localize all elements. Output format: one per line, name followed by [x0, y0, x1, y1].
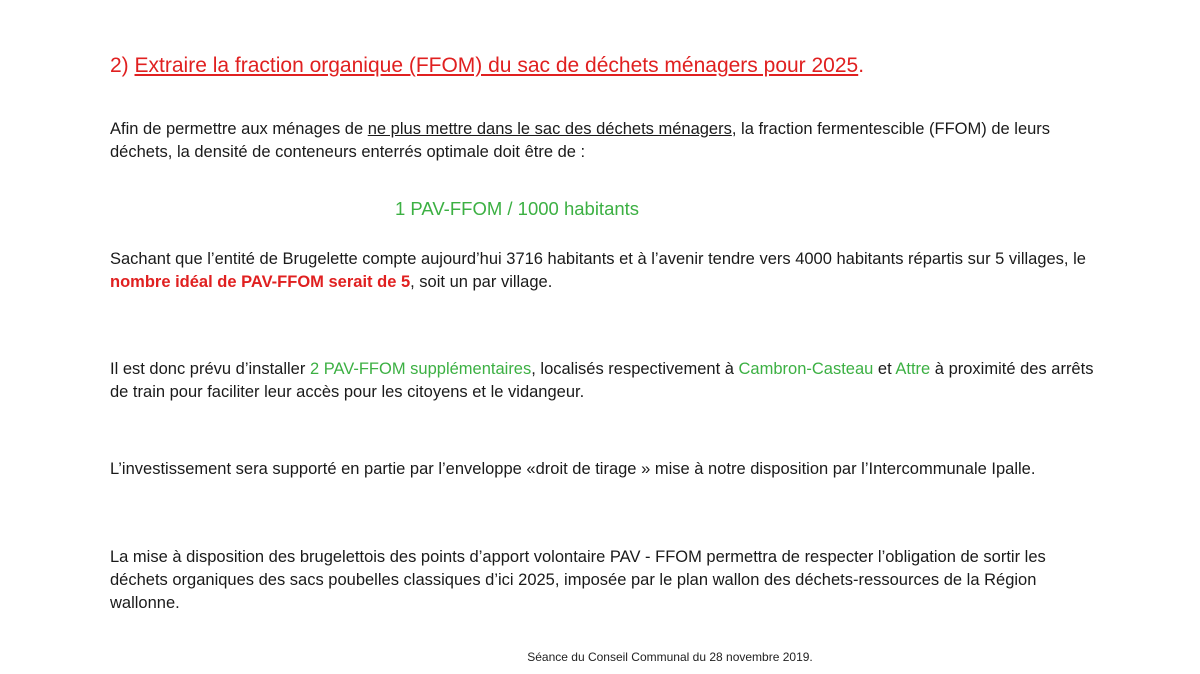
paragraph-population — [110, 248, 1120, 294]
paragraph-obligation: La mise à disposition des brugelettois des points d’apport volontaire PAV - FFOM permettra de respecter l’obligation de sortir les déchets organiques des sacs poubelles classiques d’ici 2025, imposée par le plan wallon des déchets-ressources de la Région wallonne. — [110, 548, 1046, 612]
title-suffix: . — [858, 54, 865, 77]
paragraph-density — [110, 118, 1095, 164]
p1-part2: , la fraction fermentescible (FFOM) de leurs déchets, la densité de conteneurs enterrés optimale doit être de : — [110, 120, 1051, 161]
p3-green-cambron: Cambron-Casteau — [738, 360, 874, 378]
p1-part1: Afin de permettre aux ménages de — [110, 120, 368, 138]
title-prefix: 2) — [110, 54, 135, 77]
p2-part1: Sachant que l’entité de Brugelette compte aujourd’hui 3716 habitants et à l’avenir tendre vers 4000 habitants répartis sur 5 villages, le — [110, 250, 1086, 268]
p1-underlined: ne plus mettre dans le sac des déchets ménagers — [367, 120, 732, 138]
p3-part3: et — [873, 360, 896, 378]
p3-green-attre: Attre — [895, 360, 931, 378]
p3-green-count: 2 PAV-FFOM supplémentaires — [309, 360, 532, 378]
p2-emphasis: nombre idéal de PAV-FFOM serait de 5 — [110, 273, 411, 291]
footer-text: Séance du Conseil Communal du 28 novembre 2019. — [527, 650, 813, 664]
p3-part1: Il est donc prévu d’installer — [110, 360, 310, 378]
p3-part4: à proximité des arrêts de train pour faciliter leur accès pour les citoyens et le vidangeur. — [110, 360, 1094, 401]
title-underlined: Extraire la fraction organique (FFOM) du sac de déchets ménagers pour 2025 — [134, 54, 859, 77]
p3-part2: , localisés respectivement à — [531, 360, 739, 378]
footer — [0, 650, 1200, 664]
paragraph-investment: L’investissement sera supporté en partie par l’enveloppe «droit de tirage » mise à notre disposition par l’Intercommunale Ipalle. — [110, 460, 1036, 478]
p2-part2: , soit un par village. — [410, 273, 553, 291]
density-ratio: 1 PAV-FFOM / 1000 habitants — [395, 198, 640, 219]
paragraph-installation — [110, 358, 1095, 404]
slide-title — [110, 54, 864, 78]
